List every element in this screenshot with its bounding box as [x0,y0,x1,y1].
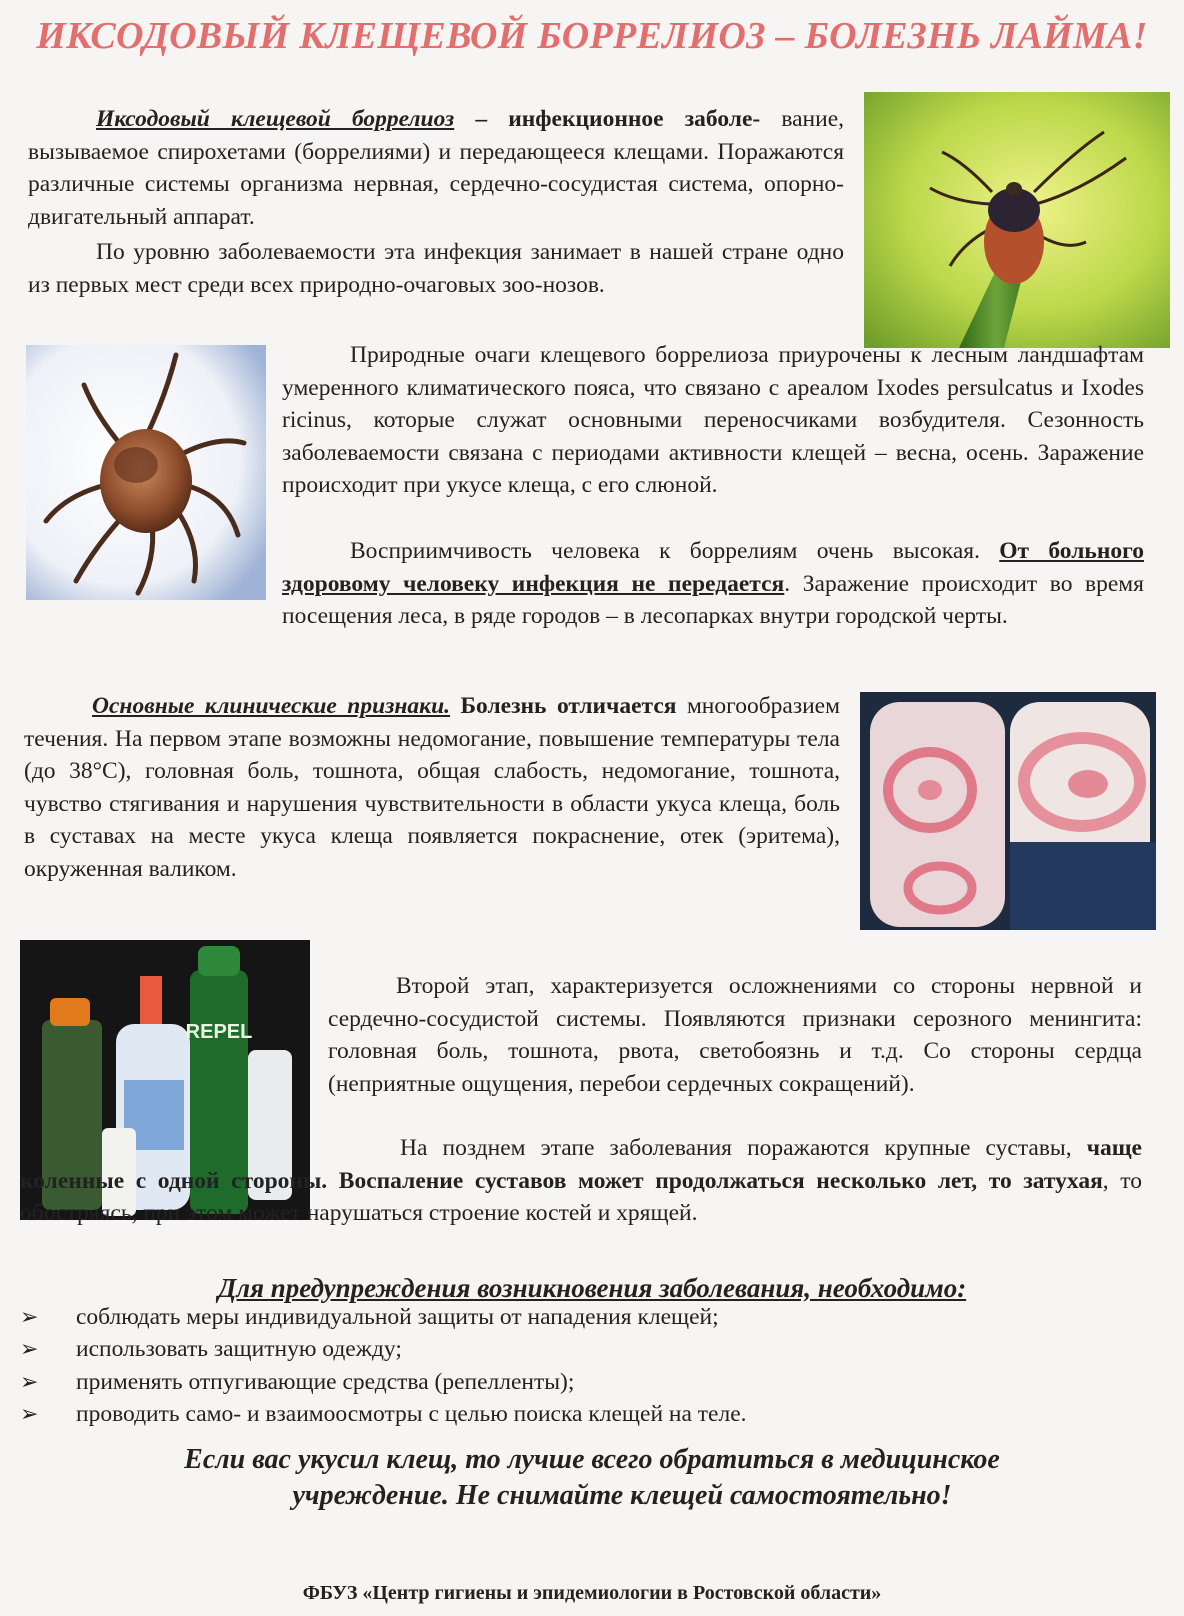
clinical-term: Основные клинические признаки. [92,693,451,719]
closing-line-1: Если вас укусил клещ, то лучше всего обратиться в медицинское [184,1444,1000,1475]
list-item: ➢ использовать защитную одежду; [20,1333,1140,1365]
list-item: ➢ применять отпугивающие средства (репелленты); [20,1366,1140,1398]
stage2-para2-bold: чаще коленные с одной стороны. Воспаление суставов может продолжаться несколько лет, то затухая [20,1135,1142,1194]
prevention-heading: Для предупреждения возникновения заболевания, необходимо: [217,1273,967,1303]
tick-on-grass-photo [864,92,1170,348]
stage2-paragraph-2 [20,1132,1142,1230]
intro-paragraph-2: По уровню заболеваемости эта инфекция занимает в нашей стране одно из первых мест среди всех природно-очаговых зоо-нозов. [28,239,844,298]
stage2-para2-end: , то обостряясь, при этом может нарушаться строение костей и хрящей. [20,1167,1142,1227]
list-item: ➢ проводить само- и взаимоосмотры с целью поиска клещей на теле. [20,1398,1140,1430]
intro-paragraph [28,103,844,233]
intro-term: Иксодовый клещевой боррелиоз [96,106,455,132]
foci-para2-start: Восприимчивость человека к боррелиям очень высокая. [350,538,1000,564]
arrow-icon: ➢ [20,1368,39,1394]
arrow-icon: ➢ [20,1401,39,1427]
foci-para2-end: . Заражение происходит во время посещения леса, в ряде городов – в лесопарках внутри городской черты. [282,570,1144,630]
clinical-rest: многообразием течения. На первом этапе возможны недомогание, повышение температуры тела (до 38°С), головная боль, тошнота, общая слабость, недомогание, тошнота, чувство стягивания и нарушения чувствительности в области укуса клеща, боль в суставах на месте укуса клеща появляется покраснение, отек (эритема), окруженная валиком. [24,693,840,882]
stage2-para2-start: На позднем этапе заболевания поражаются крупные суставы, [400,1135,1087,1161]
page-title: ИКСОДОВЫЙ КЛЕЩЕВОЙ БОРРЕЛИОЗ – БОЛЕЗНЬ ЛАЙМА! [36,15,1148,57]
tick-closeup-photo [26,345,266,600]
closing-line-2: учреждение. Не снимайте клещей самостоятельно! [292,1480,952,1511]
foci-paragraph: Природные очаги клещевого боррелиоза приурочены к лесным ландшафтам умеренного климатического пояса, что связано с ареалом Ixodes persulcatus и Ixodes ricinus, которые служат основными переносчиками возбудителя. Сезонность заболеваемости связана с периодами активности клещей – весна, осень. Заражение происходит при укусе клеща, с его слюной. [282,342,1144,499]
foci-para2-bold: От больного здоровому человеку инфекция не передается [282,538,1144,597]
foci-paragraph-2 [282,535,1144,633]
intro-bold: инфекционное заболе- [508,106,761,132]
arrow-icon: ➢ [20,1304,39,1329]
repel-label: REPEL [185,1021,253,1043]
list-item: ➢ соблюдать меры индивидуальной защиты от нападения клещей; [20,1301,1140,1333]
clinical-bold: Болезнь отличается [450,693,677,719]
footer-organization: ФБУЗ «Центр гигиены и эпидемиологии в Ростовской области» [302,1582,882,1604]
intro-rest: вание, вызываемое спирохетами (боррелиями) и передающееся клещами. Поражаются различные системы организма нервная, сердечно-сосудистая система, опорно-двигательный аппарат. [28,106,845,230]
erythema-photo [860,692,1156,930]
closing-message [0,1442,1184,1514]
prevention-list [20,1301,1140,1431]
clinical-paragraph [24,690,840,886]
stage2-paragraph: Второй этап, характеризуется осложнениями со стороны нервной и сердечно-сосудистой системы. Появляются признаки серозного менингита: головная боль, тошнота, рвота, светобоязнь и т.д. Со стороны сердца (неприятные ощущения, перебои сердечных сокращений). [328,973,1142,1097]
intro-dash: – [454,106,509,132]
arrow-icon: ➢ [20,1336,39,1362]
